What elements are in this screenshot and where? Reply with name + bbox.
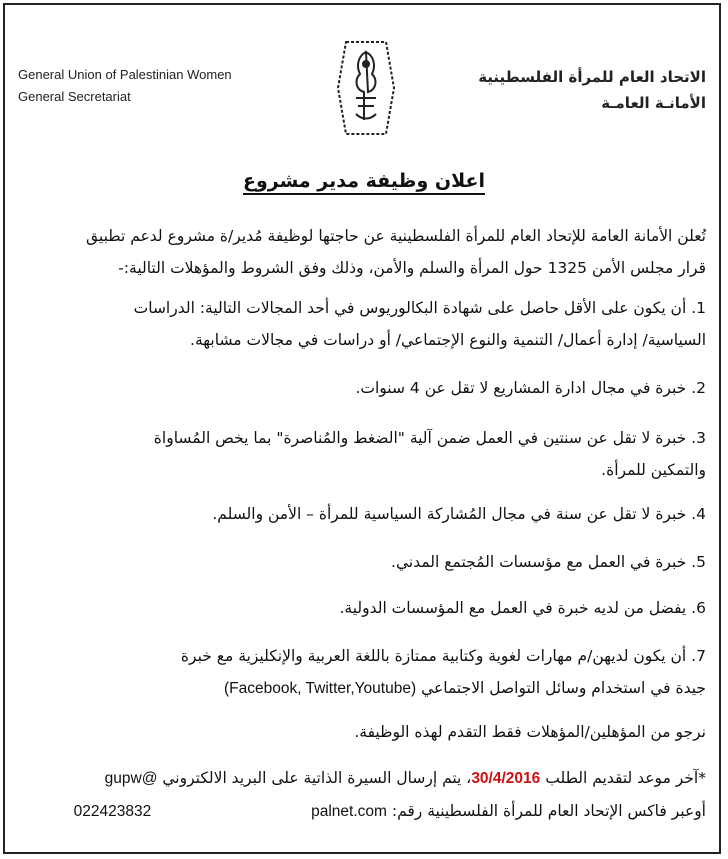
requirement-3 xyxy=(40,422,706,486)
item-text: يفضل من لديه خبرة في العمل مع المؤسسات الدولية. xyxy=(339,599,687,617)
org-name-en: General Union of Palestinian Women xyxy=(18,67,232,82)
item-number: 6. xyxy=(691,599,706,617)
deadline-date: 30/4/2016 xyxy=(471,770,541,787)
requirement-4 xyxy=(40,498,706,530)
requirement-6 xyxy=(40,592,706,624)
social-media-list: (Facebook, Twitter,Youtube) xyxy=(223,680,417,697)
item-text: السياسية/ إدارة أعمال/ التنمية والنوع الإجتماعي/ أو دراسات في مجالات مشابهة. xyxy=(190,331,706,349)
closing-text: نرجو من المؤهلين/المؤهلات فقط التقدم لهذه الوظيفة. xyxy=(354,723,706,741)
item-text: خبرة في العمل مع مؤسسات المُجتمع المدني. xyxy=(391,553,687,571)
intro-line: قرار مجلس الأمن 1325 حول المرأة والسلم والأمن، وذلك وفق الشروط والمؤهلات التالية:- xyxy=(118,259,706,277)
deadline-prefix: *آخر موعد لتقديم الطلب xyxy=(545,769,706,787)
item-number: 3. xyxy=(691,429,706,447)
requirement-2 xyxy=(40,372,706,404)
org-dept-ar: الأمانـة العامـة xyxy=(601,94,706,112)
item-text: خبرة لا تقل عن سنتين في العمل ضمن آلية "الضغط والمُناصرة" بما يخص المُساواة xyxy=(153,429,687,447)
requirement-1 xyxy=(40,292,706,356)
item-text: خبرة في مجال ادارة المشاريع لا تقل عن 4 سنوات. xyxy=(355,379,687,397)
item-number: 4. xyxy=(691,505,706,523)
fax-label: أوعبر فاكس الإتحاد العام للمرأة الفلسطينية رقم: xyxy=(391,802,706,820)
intro-line: تُعلن الأمانة العامة للإتحاد العام للمرأة الفلسطينية عن حاجتها لوظيفة مُدير/ة مشروع لدعم تطبيق xyxy=(86,227,706,245)
item-number: 7. xyxy=(691,647,706,665)
title-text: اعلان وظيفة مدير مشروع xyxy=(243,170,485,195)
emblem-logo xyxy=(334,36,398,140)
item-text: أن يكون لديهن/م مهارات لغوية وكتابية ممتازة باللغة العربية والإنكليزية مع خبرة xyxy=(180,647,687,665)
item-text: والتمكين للمرأة. xyxy=(601,461,706,479)
deadline-note xyxy=(40,762,706,828)
org-dept-en: General Secretariat xyxy=(18,89,131,104)
email-start[interactable]: gupw@ xyxy=(104,770,158,787)
item-text: أن يكون على الأقل حاصل على شهادة البكالوريوس في أحد المجالات التالية: الدراسات xyxy=(133,299,687,317)
org-name-ar: الاتحاد العام للمرأة الفلسطينية xyxy=(478,68,706,86)
intro-paragraph xyxy=(40,220,706,284)
item-text: خبرة لا تقل عن سنة في مجال المُشاركة السياسية للمرأة – الأمن والسلم. xyxy=(212,505,687,523)
header-arabic xyxy=(478,64,706,116)
header-english xyxy=(18,64,232,108)
deadline-middle: ، يتم إرسال السيرة الذاتية على البريد الالكتروني xyxy=(162,769,472,787)
email-end[interactable]: palnet.com xyxy=(311,803,387,820)
closing-note xyxy=(40,716,706,748)
fax-number: 022423832 xyxy=(73,803,152,820)
requirement-7 xyxy=(40,640,706,705)
requirement-5 xyxy=(40,546,706,578)
item-text: جيدة في استخدام وسائل التواصل الاجتماعي xyxy=(421,679,706,697)
page-title xyxy=(0,170,728,192)
item-number: 2. xyxy=(691,379,706,397)
item-number: 1. xyxy=(691,299,706,317)
item-number: 5. xyxy=(691,553,706,571)
